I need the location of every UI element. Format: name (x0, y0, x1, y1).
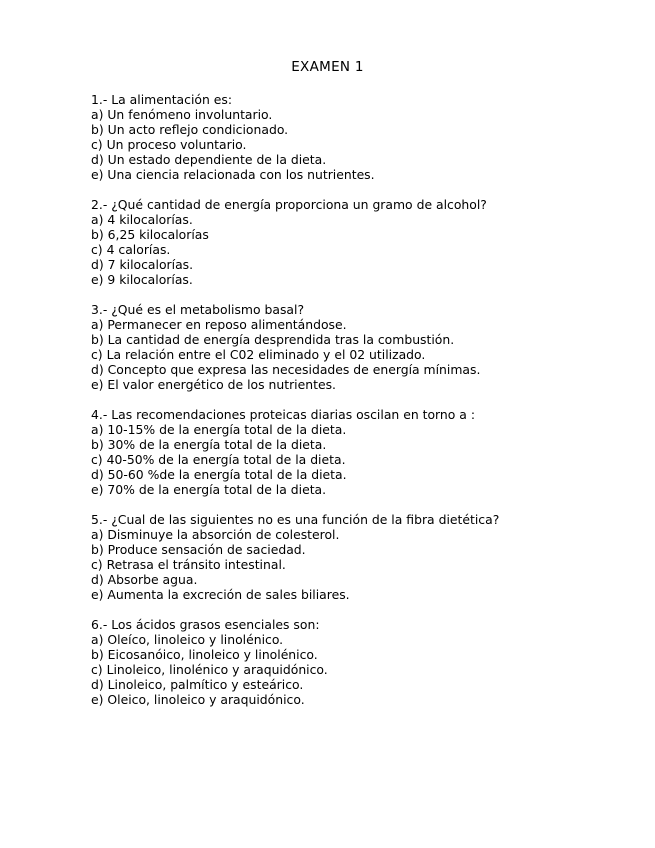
option-d: d) 50-60 %de la energía total de la dieta. (91, 467, 347, 482)
option-a: a) 10-15% de la energía total de la dieta. (91, 422, 347, 437)
question-text: 4.- Las recomendaciones proteicas diarias oscilan en torno a : (91, 407, 476, 422)
option-e: e) 9 kilocalorías. (91, 272, 193, 287)
question-text: 6.- Los ácidos grasos esenciales son: (91, 617, 320, 632)
option-b: b) Produce sensación de saciedad. (91, 542, 306, 557)
option-c: c) Retrasa el tránsito intestinal. (91, 557, 286, 572)
option-b: b) Eicosanóico, linoleico y linolénico. (91, 647, 318, 662)
option-a: a) Oleíco, linoleico y linolénico. (91, 632, 284, 647)
question-5 (91, 512, 631, 602)
option-b: b) 6,25 kilocalorías (91, 227, 209, 242)
option-b: b) La cantidad de energía desprendida tras la combustión. (91, 332, 455, 347)
question-text: 2.- ¿Qué cantidad de energía proporciona un gramo de alcohol? (91, 197, 487, 212)
option-c: c) Linoleico, linolénico y araquidónico. (91, 662, 328, 677)
question-text: 1.- La alimentación es: (91, 92, 233, 107)
page-title: EXAMEN 1 (291, 59, 364, 75)
option-e: e) Oleico, linoleico y araquidónico. (91, 692, 305, 707)
option-e: e) Aumenta la excreción de sales biliares. (91, 587, 350, 602)
option-b: b) 30% de la energía total de la dieta. (91, 437, 327, 452)
question-6 (91, 617, 631, 707)
option-d: d) Un estado dependiente de la dieta. (91, 152, 327, 167)
question-text: 5.- ¿Cual de las siguientes no es una función de la fibra dietética? (91, 512, 500, 527)
option-a: a) Disminuye la absorción de colesterol. (91, 527, 340, 542)
option-a: a) Permanecer en reposo alimentándose. (91, 317, 347, 332)
question-3 (91, 302, 631, 392)
option-a: a) Un fenómeno involuntario. (91, 107, 273, 122)
option-d: d) 7 kilocalorías. (91, 257, 194, 272)
option-e: e) Una ciencia relacionada con los nutrientes. (91, 167, 375, 182)
option-e: e) El valor energético de los nutrientes. (91, 377, 336, 392)
option-c: c) 40-50% de la energía total de la dieta. (91, 452, 346, 467)
question-4 (91, 407, 631, 497)
option-e: e) 70% de la energía total de la dieta. (91, 482, 327, 497)
option-c: c) 4 calorías. (91, 242, 171, 257)
option-d: d) Absorbe agua. (91, 572, 198, 587)
option-d: d) Concepto que expresa las necesidades de energía mínimas. (91, 362, 481, 377)
question-text: 3.- ¿Qué es el metabolismo basal? (91, 302, 305, 317)
question-1 (91, 92, 631, 182)
question-list (91, 92, 631, 722)
option-b: b) Un acto reflejo condicionado. (91, 122, 289, 137)
option-a: a) 4 kilocalorías. (91, 212, 193, 227)
option-c: c) Un proceso voluntario. (91, 137, 247, 152)
option-d: d) Linoleico, palmítico y esteárico. (91, 677, 304, 692)
option-c: c) La relación entre el C02 eliminado y el 02 utilizado. (91, 347, 426, 362)
question-2 (91, 197, 631, 287)
